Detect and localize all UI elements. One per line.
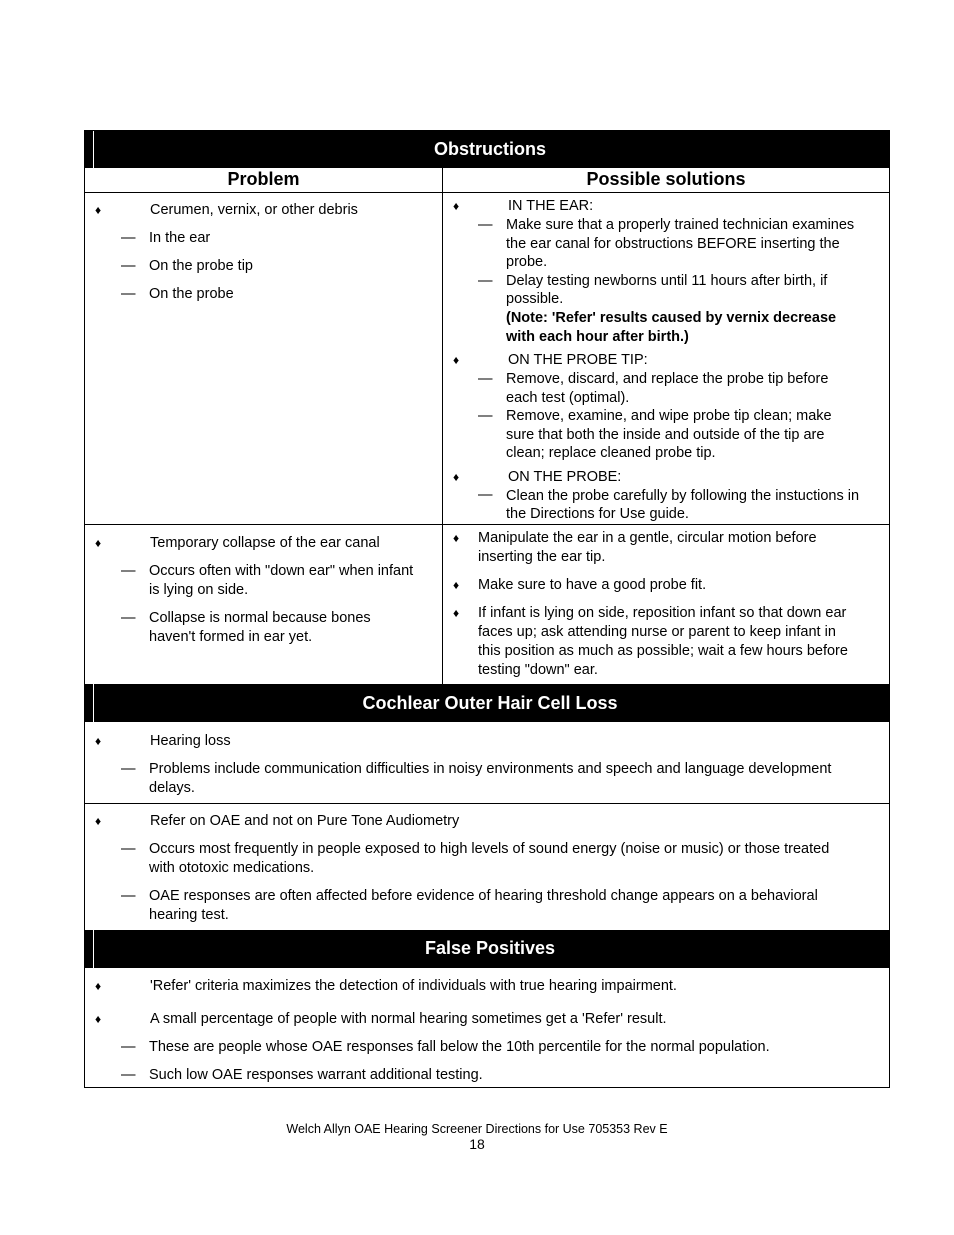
sub-item: OAE responses are often affected before evidence of hearing threshold change appears on a behavioral xyxy=(149,888,818,904)
solution-line: faces up; ask attending nurse or parent to keep infant in xyxy=(478,624,836,640)
solution-line: Delay testing newborns until 11 hours after birth, if xyxy=(506,272,828,289)
solution-line: Make sure to have a good probe fit. xyxy=(478,577,707,593)
divider xyxy=(85,524,889,525)
bullet-icon: ♦ xyxy=(453,470,460,484)
dash-icon: — xyxy=(121,563,136,579)
sub-item: Occurs often with "down ear" when infant xyxy=(149,563,414,579)
problem-text: Cerumen, vernix, or other debris xyxy=(150,202,358,218)
sub-item: hearing test. xyxy=(149,907,229,923)
solution-line: the ear canal for obstructions BEFORE inserting the xyxy=(506,235,840,252)
solution-line: the Directions for Use guide. xyxy=(506,506,689,523)
dash-icon: — xyxy=(121,1039,136,1055)
sub-item: Collapse is normal because bones xyxy=(149,610,371,626)
sub-item: These are people whose OAE responses fall below the 10th percentile for the normal population. xyxy=(149,1039,770,1055)
item-text: Hearing loss xyxy=(150,733,231,749)
dash-icon: — xyxy=(478,487,493,503)
divider xyxy=(85,192,889,193)
dash-icon: — xyxy=(478,371,493,387)
section-header-obstructions xyxy=(85,131,889,168)
troubleshooting-table xyxy=(84,130,890,1088)
solution-line: Remove, discard, and replace the probe tip before xyxy=(506,371,829,387)
sub-item: Problems include communication difficulties in noisy environments and speech and language development xyxy=(149,761,832,777)
dash-icon: — xyxy=(121,888,136,904)
bullet-icon: ♦ xyxy=(453,199,460,213)
solution-line: Make sure that a properly trained technician examines xyxy=(506,217,855,233)
bullet-icon: ♦ xyxy=(453,606,460,620)
problem-text: Temporary collapse of the ear canal xyxy=(150,535,380,551)
page-number: 18 xyxy=(469,1136,485,1152)
column-divider xyxy=(442,168,443,684)
bullet-icon: ♦ xyxy=(95,814,102,828)
bullet-icon: ♦ xyxy=(453,531,460,545)
dash-icon: — xyxy=(121,230,136,246)
sub-item: In the ear xyxy=(149,230,211,246)
solution-line: possible. xyxy=(506,291,564,308)
note-line: (Note: 'Refer' results caused by vernix decrease xyxy=(506,310,837,326)
dash-icon: — xyxy=(478,408,493,425)
section-title: Cochlear Outer Hair Cell Loss xyxy=(362,693,618,713)
solution-line: each test (optimal). xyxy=(506,389,630,406)
bullet-icon: ♦ xyxy=(453,353,460,367)
solution-line: testing "down" ear. xyxy=(478,662,598,678)
column-header-problem: Problem xyxy=(227,169,300,189)
solution-line: Clean the probe carefully by following the instuctions in xyxy=(506,487,860,504)
solution-line: sure that both the inside and outside of the tip are xyxy=(506,426,825,443)
section-title: False Positives xyxy=(424,938,556,958)
item-text: A small percentage of people with normal hearing sometimes get a 'Refer' result. xyxy=(150,1011,667,1027)
solution-line: probe. xyxy=(506,254,548,271)
footer-text: Welch Allyn OAE Hearing Screener Directions for Use 705353 Rev E xyxy=(286,1122,668,1136)
sub-item: On the probe xyxy=(149,286,234,302)
solution-heading: IN THE EAR: xyxy=(508,198,594,214)
solution-line: inserting the ear tip. xyxy=(478,549,606,565)
column-header-solutions: Possible solutions xyxy=(586,169,746,189)
divider xyxy=(85,803,889,804)
bullet-icon: ♦ xyxy=(95,536,102,550)
sub-item: with ototoxic medications. xyxy=(149,860,315,876)
dash-icon: — xyxy=(478,217,493,233)
sub-item: delays. xyxy=(149,780,195,796)
note-line: with each hour after birth.) xyxy=(506,328,689,345)
sub-item: is lying on side. xyxy=(149,582,249,598)
solution-line: this position as much as possible; wait a few hours before xyxy=(478,643,848,659)
solution-heading: ON THE PROBE: xyxy=(508,469,622,485)
dash-icon: — xyxy=(121,761,136,777)
sub-item: Such low OAE responses warrant additional testing. xyxy=(149,1067,483,1083)
section-header-false-positives xyxy=(85,930,889,968)
bullet-icon: ♦ xyxy=(95,1012,102,1026)
solution-line: If infant is lying on side, reposition infant so that down ear xyxy=(478,605,847,621)
dash-icon: — xyxy=(121,841,136,857)
bullet-icon: ♦ xyxy=(95,979,102,993)
sub-item: Occurs most frequently in people exposed to high levels of sound energy (noise or music) or those treated xyxy=(149,841,830,857)
solution-line: Remove, examine, and wipe probe tip clean; make xyxy=(506,408,832,425)
dash-icon: — xyxy=(121,258,136,274)
item-text: Refer on OAE and not on Pure Tone Audiometry xyxy=(150,813,460,829)
item-text: 'Refer' criteria maximizes the detection of individuals with true hearing impairment. xyxy=(150,978,677,994)
dash-icon: — xyxy=(478,272,493,289)
section-header-cochlear xyxy=(85,684,889,722)
dash-icon: — xyxy=(121,286,136,302)
bullet-icon: ♦ xyxy=(453,578,460,592)
solution-line: clean; replace cleaned probe tip. xyxy=(506,445,716,462)
solution-heading: ON THE PROBE TIP: xyxy=(508,352,648,368)
dash-icon: — xyxy=(121,1067,136,1083)
bullet-icon: ♦ xyxy=(95,203,102,217)
bullet-icon: ♦ xyxy=(95,734,102,748)
section-title: Obstructions xyxy=(433,139,546,159)
solution-line: Manipulate the ear in a gentle, circular motion before xyxy=(478,530,817,546)
dash-icon: — xyxy=(121,610,136,626)
sub-item: On the probe tip xyxy=(149,258,253,274)
sub-item: haven't formed in ear yet. xyxy=(149,629,313,645)
